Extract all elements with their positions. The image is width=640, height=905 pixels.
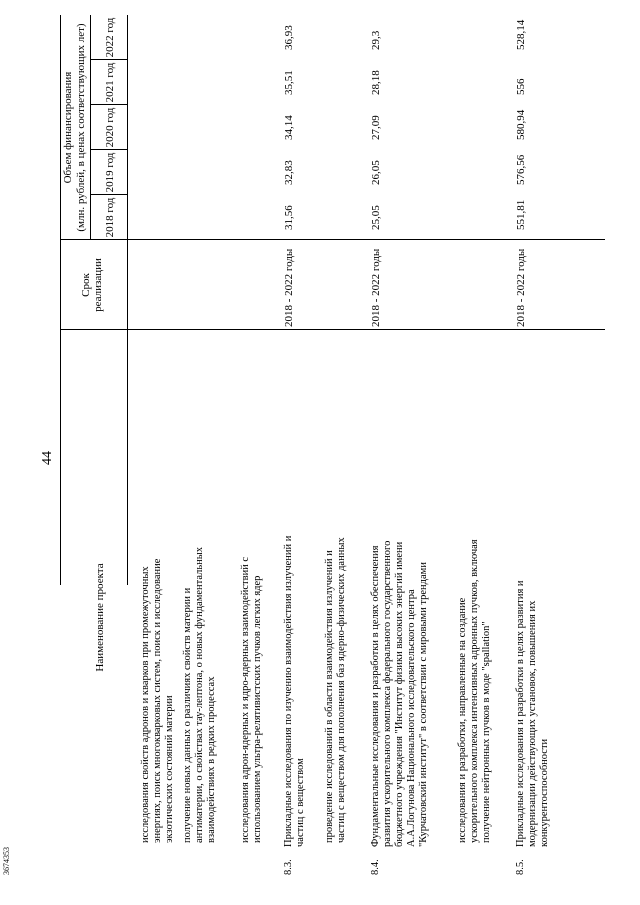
header-bottom-border: [127, 15, 128, 585]
subitem-line: получение новых данных о различиях свойств материи и: [182, 587, 193, 843]
value-2021: 28,18: [370, 70, 382, 95]
row-term: 2018 - 2022 годы: [515, 248, 527, 327]
row-term: 2018 - 2022 годы: [370, 248, 382, 327]
header-year-2019: 2019 год: [104, 152, 116, 193]
value-2019: 26,05: [370, 160, 382, 185]
value-2018: 551,81: [515, 199, 527, 230]
row-term: 2018 - 2022 годы: [283, 248, 295, 327]
row-title-line: Прикладные исследования по изучению взаимодействия излучений и: [283, 535, 294, 847]
page-number: 44: [40, 451, 55, 465]
subitem-line: взаимодействиях в редких процессах: [206, 676, 217, 843]
subitem-line: проведение исследований в области взаимодействия излучений и: [324, 550, 335, 843]
row-title-line: модернизации действующих установок, повышения их: [527, 600, 538, 847]
row-title-line: конкурентоспособности: [539, 738, 550, 847]
row-title-line: Прикладные исследования и разработки в целях развития и: [515, 580, 526, 847]
value-2022: 29,3: [370, 30, 382, 50]
header-year-2020: 2020 год: [104, 107, 116, 148]
value-2021: 35,51: [283, 70, 295, 95]
row-title-line: частиц с веществом: [295, 758, 306, 847]
subitem-line: частиц с веществом для пополнения баз ядерно-физических данных: [336, 537, 347, 843]
value-2021: 556: [515, 78, 527, 95]
funding-header-divider: [90, 15, 91, 240]
column-divider-name-term: [60, 329, 605, 330]
subitem-line: исследования адрон-ядерных и ядро-ядерных взаимодействий с: [240, 556, 251, 843]
row-title-line: бюджетного учреждения "Институт физики высоких энергий имени: [394, 541, 405, 847]
header-term-line2: реализации: [92, 258, 104, 312]
table-top-border: [60, 15, 61, 585]
value-2020: 27,09: [370, 115, 382, 140]
row-number: 8.3.: [283, 859, 294, 875]
header-year-2018: 2018 год: [104, 197, 116, 238]
value-2019: 32,83: [283, 160, 295, 185]
subitem-line: исследования свойств адронов и кварков при промежуточных: [140, 566, 151, 843]
value-2019: 576,56: [515, 154, 527, 185]
document-code: 3674353: [2, 847, 11, 875]
header-term-line1: Срок: [80, 273, 92, 297]
header-year-2022: 2022 год: [104, 17, 116, 58]
column-divider-term-funding: [60, 239, 605, 240]
value-2018: 25,05: [370, 205, 382, 230]
row-title-line: Фундаментальные исследования и разработки в целях обеспечения: [370, 545, 381, 847]
row-title-line: развития ускорительного комплекса федерального государственного: [382, 540, 393, 847]
header-funding-line2: (млн. рублей, в ценах соответствующих лет): [75, 23, 87, 232]
header-year-2021: 2021 год: [104, 62, 116, 103]
subitem-line: получение нейтронных пучков в моде "spallation": [481, 621, 492, 843]
row-title-line: А.А.Логунова Национального исследовательского центра: [406, 589, 417, 847]
row-title-line: "Курчатовский институт" в соответствии с мировыми трендами: [418, 562, 429, 847]
value-2018: 31,56: [283, 205, 295, 230]
header-project-name: Наименование проекта: [94, 563, 106, 672]
subitem-line: исследования и разработки, направленные на создание: [457, 597, 468, 843]
value-2022: 36,93: [283, 25, 295, 50]
value-2020: 580,94: [515, 109, 527, 140]
row-number: 8.5.: [515, 859, 526, 875]
value-2020: 34,14: [283, 115, 295, 140]
subitem-line: ускорительного комплекса интенсивных адронных пучков, включая: [469, 539, 480, 843]
subitem-line: экзотических состояний материи: [164, 695, 175, 843]
header-funding-line1: Объем финансирования: [62, 71, 74, 184]
subitem-line: использованием ультра-релятивистских пучков легких ядер: [252, 575, 263, 843]
row-number: 8.4.: [370, 859, 381, 875]
subitem-line: антиматерии, о свойствах тау-лептона, о новых фундаментальных: [194, 546, 205, 843]
subitem-line: энергиях, поиск многокварковых систем, поиск и исследование: [152, 558, 163, 843]
value-2022: 528,14: [515, 19, 527, 50]
